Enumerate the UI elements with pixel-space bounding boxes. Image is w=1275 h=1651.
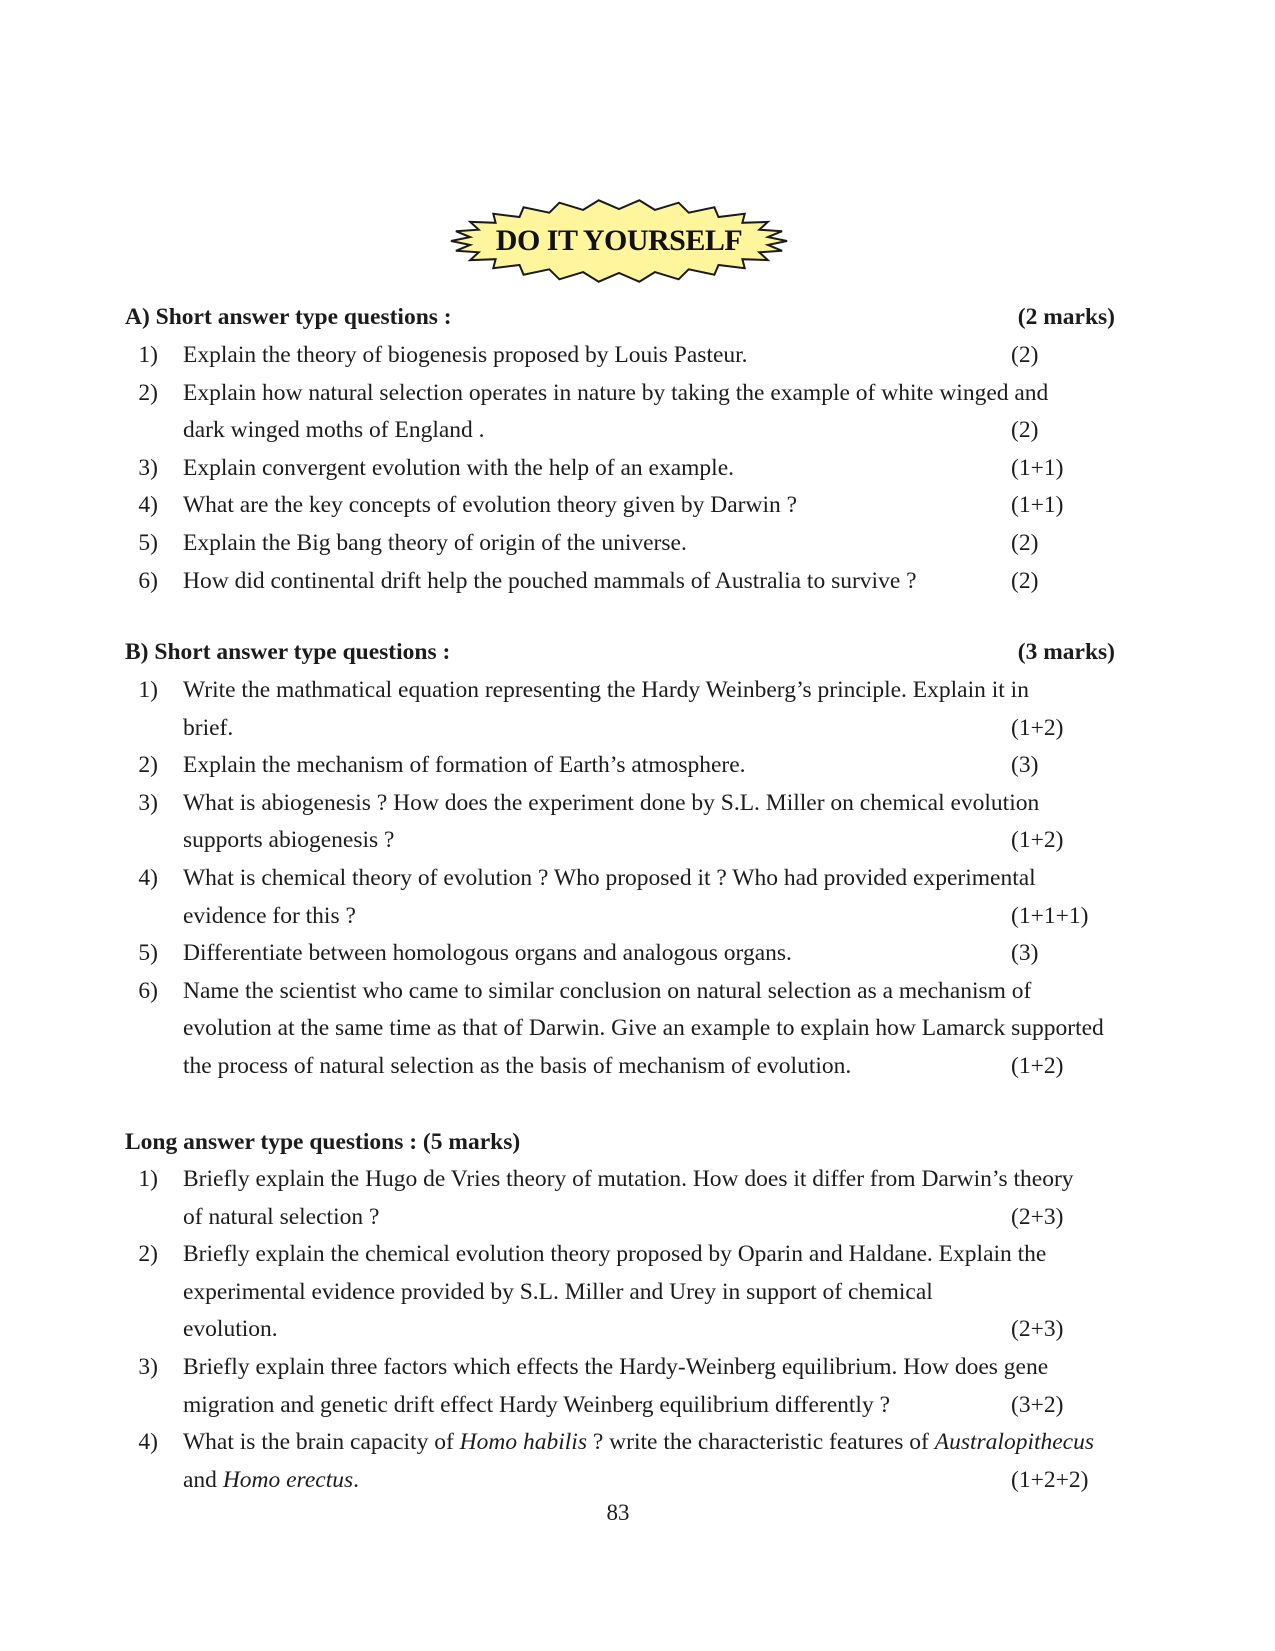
question-line (0, 860, 1275, 897)
question-number: 2) (138, 1241, 158, 1268)
question-text: the process of natural selection as the basis of mechanism of evolution. (183, 1053, 852, 1079)
question-text: Explain how natural selection operates in nature by taking the example of white winged and (183, 379, 1049, 406)
question-marks: (1+2) (1011, 827, 1064, 854)
question-text (183, 1424, 1094, 1461)
question-text: dark winged moths of England . (183, 417, 485, 444)
question-text: Briefly explain the Hugo de Vries theory of mutation. How does it differ from Darwin’s theory (183, 1166, 1074, 1192)
section-title: A) Short answer type questions : (125, 304, 452, 330)
question-text: Explain the mechanism of formation of Earth’s atmosphere. (183, 752, 746, 779)
question-marks: (2) (1011, 417, 1039, 444)
question-text: of natural selection ? (183, 1203, 380, 1230)
question-text: evolution at the same time as that of Darwin. Give an example to explain how Lamarck supported (183, 1015, 1104, 1042)
question-text: Write the mathmatical equation representing the Hardy Weinberg’s principle. Explain it in (183, 677, 1029, 703)
species-name: Homo habilis (459, 1429, 587, 1456)
question-line (0, 375, 1275, 412)
section-title: Long answer type questions : (5 marks) (125, 1129, 521, 1155)
question-line (0, 1311, 1275, 1348)
question-line (0, 822, 1275, 859)
question-line (0, 1387, 1275, 1424)
question-line (0, 525, 1275, 562)
question-number: 2) (138, 752, 158, 779)
question-line (0, 1424, 1275, 1461)
badge-title: DO IT YOURSELF (495, 224, 743, 257)
question-marks: (3) (1011, 752, 1039, 779)
question-line (0, 487, 1275, 524)
question-line (0, 973, 1275, 1010)
question-marks: (2+3) (1011, 1316, 1064, 1343)
question-text: Explain the Big bang theory of origin of the universe. (183, 530, 687, 556)
question-text: evidence for this ? (183, 902, 356, 929)
question-line (0, 563, 1275, 600)
question-line (0, 1274, 1275, 1311)
question-text: What are the key concepts of evolution theory given by Darwin ? (183, 492, 798, 519)
question-text: migration and genetic drift effect Hardy Weinberg equilibrium differently ? (183, 1391, 891, 1418)
question-marks: (3) (1011, 940, 1039, 967)
question-number: 1) (138, 677, 158, 703)
question-text: experimental evidence provided by S.L. Miller and Urey in support of chemical (183, 1278, 933, 1305)
text-segment: What is the brain capacity of (183, 1429, 460, 1456)
question-text: Briefly explain the chemical evolution theory proposed by Oparin and Haldane. Explain the (183, 1241, 1047, 1268)
section-heading (125, 634, 1115, 671)
question-number: 3) (138, 789, 158, 816)
page-number: 83 (606, 1500, 630, 1525)
text-segment: and (183, 1466, 223, 1493)
section-heading (125, 299, 1115, 336)
text-segment: ? write the characteristic features of (586, 1429, 935, 1456)
question-line (0, 710, 1275, 747)
question-marks: (2) (1011, 567, 1039, 594)
question-line (0, 1048, 1275, 1085)
question-number: 6) (138, 567, 158, 594)
question-line (0, 898, 1275, 935)
question-marks: (1+2) (1011, 714, 1064, 741)
section-marks: (3 marks) (1017, 639, 1115, 665)
question-marks: (2+3) (1011, 1203, 1064, 1230)
section-marks: (2 marks) (1017, 304, 1115, 330)
question-number: 3) (138, 454, 158, 481)
question-marks: (1+2) (1011, 1053, 1064, 1079)
question-number: 5) (138, 530, 158, 556)
question-number: 1) (138, 342, 158, 368)
question-number: 4) (138, 1429, 158, 1456)
question-marks: (1+1) (1011, 492, 1064, 519)
question-text: Explain convergent evolution with the help of an example. (183, 454, 735, 481)
question-line (0, 1010, 1275, 1047)
question-number: 5) (138, 940, 158, 967)
section-heading (125, 1124, 1115, 1161)
question-number: 4) (138, 865, 158, 891)
question-text: What is chemical theory of evolution ? Who proposed it ? Who had provided experimental (183, 865, 1036, 891)
question-text (183, 1462, 359, 1499)
species-name: Australopithecus (934, 1429, 1095, 1456)
question-text: evolution. (183, 1316, 278, 1343)
do-it-yourself-badge (449, 199, 789, 283)
question-marks: (1+1+1) (1011, 902, 1089, 929)
question-line (0, 450, 1275, 487)
question-line (0, 1199, 1275, 1236)
question-text: brief. (183, 714, 234, 741)
question-text: Differentiate between homologous organs and analogous organs. (183, 940, 792, 967)
species-name: Homo erectus (222, 1466, 354, 1493)
question-marks: (1+2+2) (1011, 1466, 1089, 1493)
question-number: 4) (138, 492, 158, 519)
question-text: How did continental drift help the pouched mammals of Australia to survive ? (183, 567, 917, 594)
question-text: Explain the theory of biogenesis proposed by Louis Pasteur. (183, 342, 748, 368)
section-title: B) Short answer type questions : (125, 639, 451, 665)
question-line (0, 337, 1275, 374)
question-marks: (3+2) (1011, 1391, 1064, 1418)
question-text: Briefly explain three factors which effects the Hardy-Weinberg equilibrium. How does gene (183, 1354, 1049, 1380)
question-number: 6) (138, 977, 158, 1004)
question-line (0, 747, 1275, 784)
question-line (0, 1349, 1275, 1386)
text-segment: . (353, 1466, 359, 1493)
question-line (0, 1236, 1275, 1273)
question-line (0, 412, 1275, 449)
question-text: What is abiogenesis ? How does the experiment done by S.L. Miller on chemical evolution (183, 789, 1040, 816)
question-number: 1) (138, 1166, 158, 1192)
question-text: supports abiogenesis ? (183, 827, 395, 854)
question-number: 3) (138, 1354, 158, 1380)
question-marks: (2) (1011, 530, 1039, 556)
question-line (0, 1161, 1275, 1198)
question-line (0, 935, 1275, 972)
question-line (0, 785, 1275, 822)
question-line (0, 672, 1275, 709)
question-marks: (2) (1011, 342, 1039, 368)
question-number: 2) (138, 379, 158, 406)
question-line (0, 1462, 1275, 1499)
question-text: Name the scientist who came to similar conclusion on natural selection as a mechanism of (183, 977, 1032, 1004)
question-marks: (1+1) (1011, 454, 1064, 481)
